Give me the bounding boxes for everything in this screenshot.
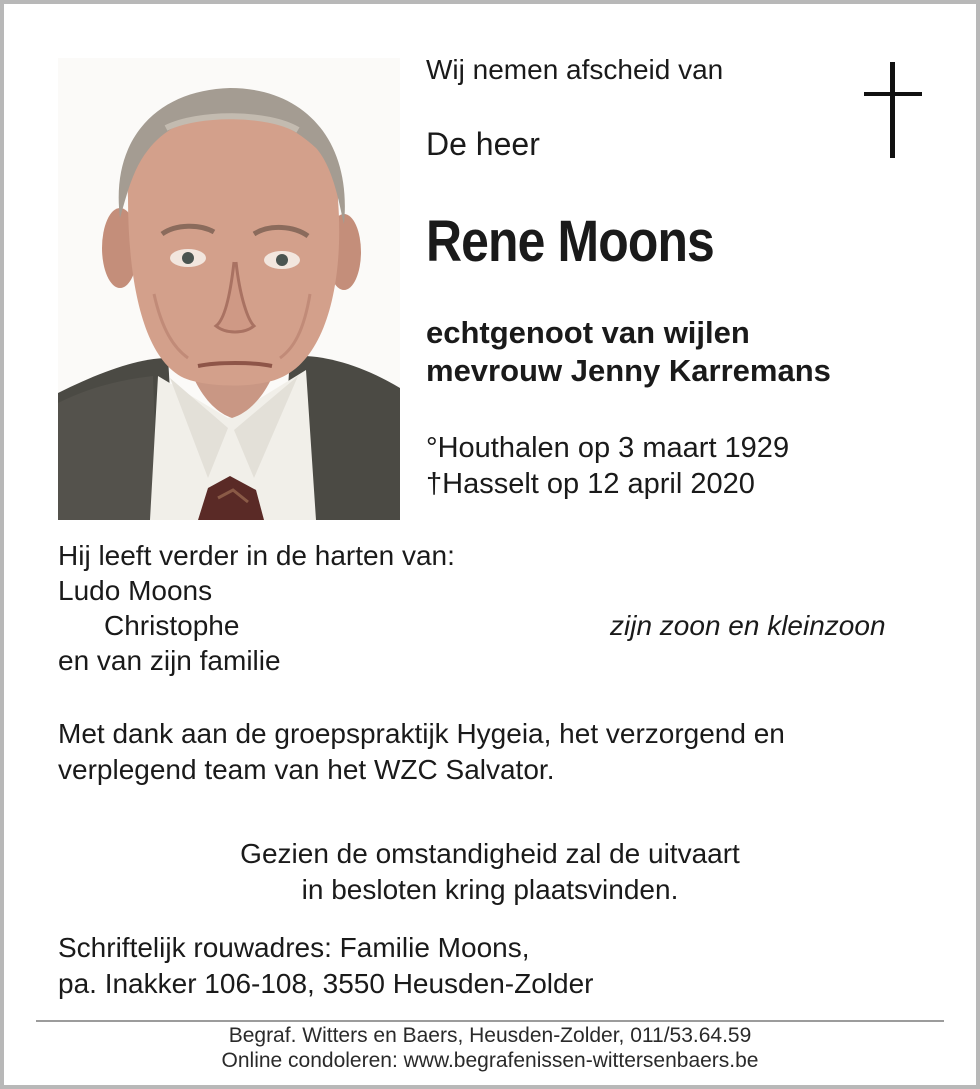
spouse-line-1: echtgenoot van wijlen	[426, 315, 750, 350]
death-info: †Hasselt op 12 april 2020	[426, 468, 755, 500]
spouse-block	[426, 314, 831, 390]
thanks-line-2: verplegend team van het WZC Salvator.	[58, 754, 555, 785]
address-line-1: Schriftelijk rouwadres: Familie Moons,	[58, 932, 530, 963]
portrait-photo	[58, 58, 400, 520]
survivor-family: en van zijn familie	[58, 645, 281, 676]
survivor-son: Ludo Moons	[58, 575, 213, 606]
survivors-block	[58, 538, 455, 678]
funeral-line-2: in besloten kring plaatsvinden.	[301, 874, 679, 905]
funeral-line-1: Gezien de omstandigheid zal de uitvaart	[240, 838, 740, 869]
thanks-block	[58, 716, 785, 788]
footer	[0, 1023, 980, 1073]
deceased-name: Rene Moons	[426, 209, 714, 274]
online-condolence-info: Online condoleren: www.begrafenissen-wittersenbaers.be	[221, 1049, 759, 1072]
intro-text: Wij nemen afscheid van	[426, 54, 724, 85]
birth-info: °Houthalen op 3 maart 1929	[426, 432, 790, 464]
address-line-2: pa. Inakker 106-108, 3550 Heusden-Zolder	[58, 968, 594, 999]
title-prefix: De heer	[426, 126, 540, 162]
cross-icon	[864, 62, 922, 158]
survivors-heading: Hij leeft verder in de harten van:	[58, 540, 455, 571]
footer-divider	[36, 1020, 944, 1022]
survivor-grandson: Christophe	[104, 610, 240, 641]
spouse-line-2: mevrouw Jenny Karremans	[426, 353, 831, 388]
mourning-address	[58, 930, 593, 1002]
funeral-home-info: Begraf. Witters en Baers, Heusden-Zolder, 011/53.64.59	[228, 1024, 752, 1047]
thanks-line-1: Met dank aan de groepspraktijk Hygeia, het verzorgend en	[58, 718, 785, 749]
survivor-relation: zijn zoon en kleinzoon	[610, 610, 886, 641]
funeral-notice	[0, 836, 980, 908]
